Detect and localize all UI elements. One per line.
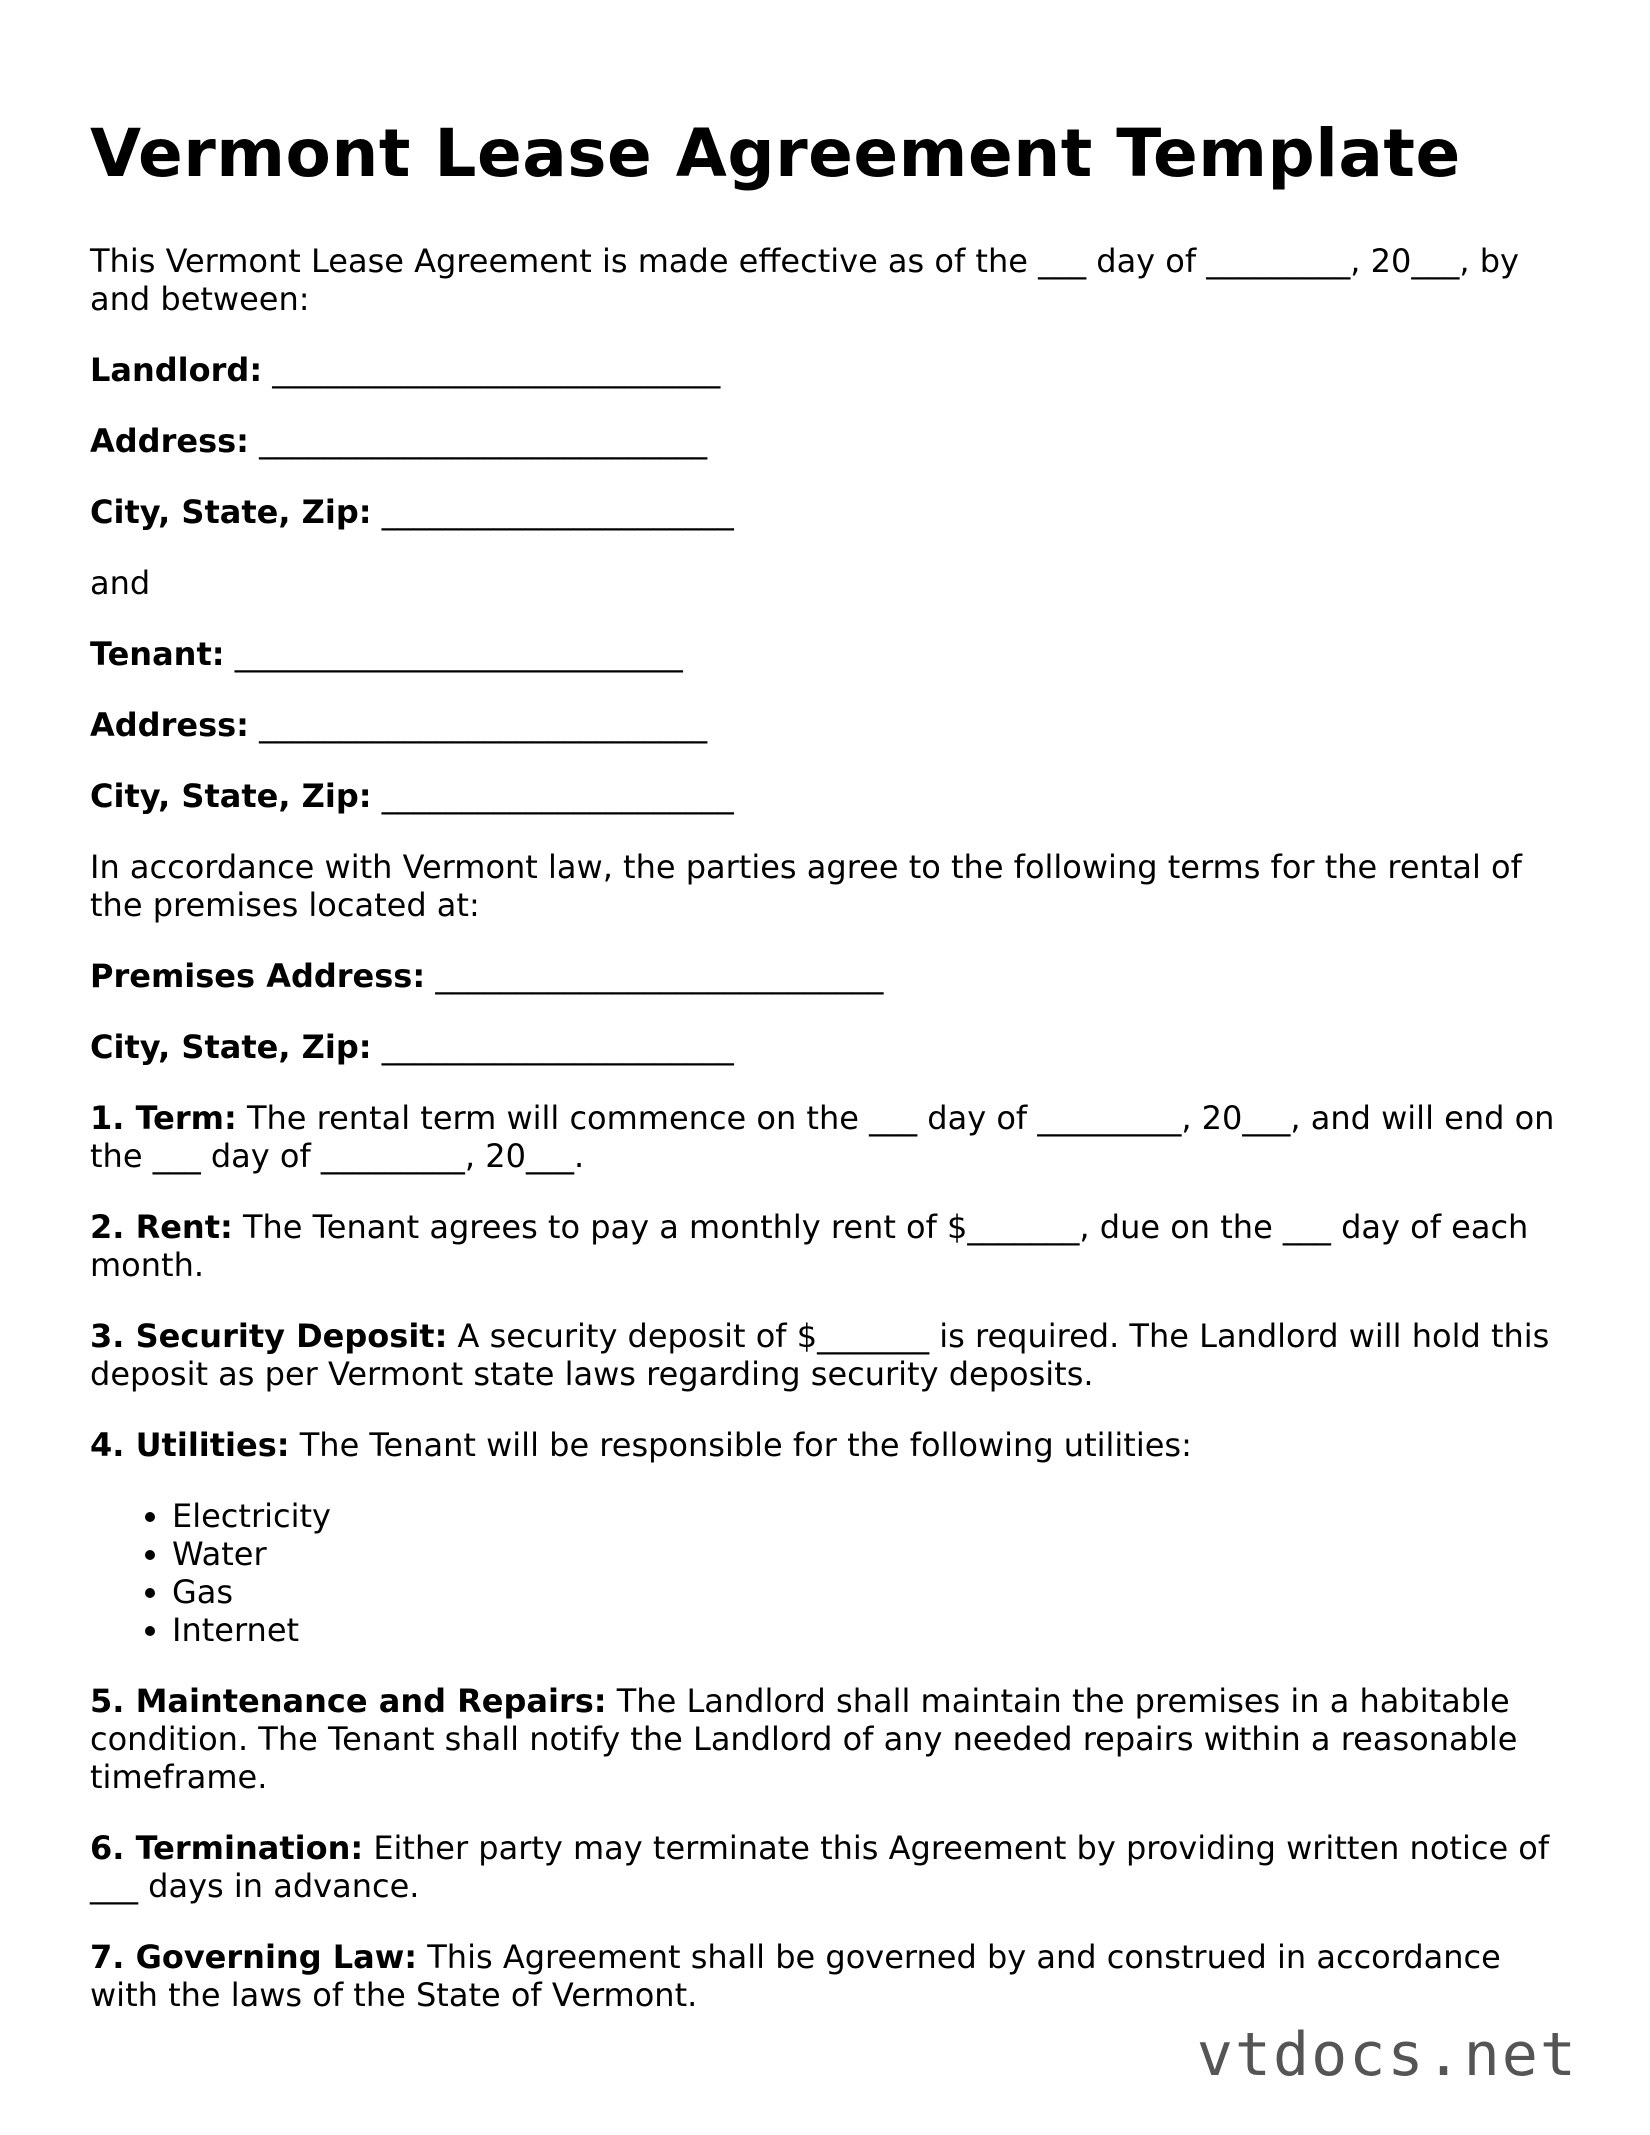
landlord-address-blank: ____________________________ bbox=[259, 422, 708, 460]
premises-address-label: Premises Address: bbox=[90, 957, 426, 995]
clause-heading: 2. Rent: bbox=[90, 1208, 233, 1246]
clause-heading: 3. Security Deposit: bbox=[90, 1317, 448, 1355]
document-title: Vermont Lease Agreement Template bbox=[90, 115, 1461, 192]
landlord-name-label: Landlord: bbox=[90, 351, 263, 389]
clause-heading: 6. Termination: bbox=[90, 1829, 364, 1867]
clause-utilities bbox=[90, 1426, 1560, 1464]
clause-term bbox=[90, 1099, 1560, 1175]
premises-address-blank: ____________________________ bbox=[435, 957, 884, 995]
and-text: and bbox=[90, 564, 151, 602]
tenant-name-blank: ____________________________ bbox=[234, 635, 683, 673]
tenant-address-label: Address: bbox=[90, 706, 249, 744]
clause-text: Either party may terminate this Agreement by providing written notice of ___ days in advance. bbox=[90, 1829, 1550, 1905]
clause-heading: 7. Governing Law: bbox=[90, 1938, 418, 1976]
tenant-name-field bbox=[90, 635, 1560, 673]
tenant-address-field bbox=[90, 706, 1560, 744]
landlord-name-blank: ____________________________ bbox=[272, 351, 721, 389]
premises-address-field bbox=[90, 957, 1560, 995]
landlord-city-field bbox=[90, 493, 1560, 531]
utilities-list bbox=[90, 1497, 1560, 1649]
clause-text: A security deposit of $_______ is required. The Landlord will hold this deposit as per Vermont state laws regarding security deposits. bbox=[90, 1317, 1550, 1393]
list-item: • Gas bbox=[172, 1573, 1560, 1611]
watermark-text: vtdocs.net bbox=[1196, 2020, 1578, 2090]
premises-city-label: City, State, Zip: bbox=[90, 1028, 372, 1066]
clause-rent bbox=[90, 1208, 1560, 1284]
intro-paragraph: This Vermont Lease Agreement is made effective as of the ___ day of _________, 20___, by and between: bbox=[90, 242, 1519, 318]
clause-heading: 1. Term: bbox=[90, 1099, 237, 1137]
clause-text: This Agreement shall be governed by and construed in accordance with the laws of the State of Vermont. bbox=[90, 1938, 1501, 2014]
clause-maintenance bbox=[90, 1682, 1560, 1796]
landlord-city-label: City, State, Zip: bbox=[90, 493, 372, 531]
list-item: • Electricity bbox=[172, 1497, 1560, 1535]
landlord-city-blank: ______________________ bbox=[381, 493, 734, 531]
clause-heading: 4. Utilities: bbox=[90, 1426, 290, 1464]
clause-text: The Tenant will be responsible for the following utilities: bbox=[299, 1426, 1192, 1464]
tenant-city-label: City, State, Zip: bbox=[90, 777, 372, 815]
landlord-name-field bbox=[90, 351, 1560, 389]
clause-text: The rental term will commence on the ___ day of _________, 20___, and will end on the ___ day of _________, 20___. bbox=[90, 1099, 1555, 1175]
premises-city-blank: ______________________ bbox=[381, 1028, 734, 1066]
tenant-city-blank: ______________________ bbox=[381, 777, 734, 815]
clause-heading: 5. Maintenance and Repairs: bbox=[90, 1682, 607, 1720]
clause-text: The Landlord shall maintain the premises in a habitable condition. The Tenant shall notify the Landlord of any needed repairs within a reasonable timeframe. bbox=[90, 1682, 1518, 1796]
premises-city-field bbox=[90, 1028, 1560, 1066]
tenant-address-blank: ____________________________ bbox=[259, 706, 708, 744]
landlord-address-label: Address: bbox=[90, 422, 249, 460]
tenant-city-field bbox=[90, 777, 1560, 815]
clause-termination bbox=[90, 1829, 1560, 1905]
clause-governing-law bbox=[90, 1938, 1560, 2014]
tenant-name-label: Tenant: bbox=[90, 635, 225, 673]
list-item: • Water bbox=[172, 1535, 1560, 1573]
accordance-paragraph: In accordance with Vermont law, the parties agree to the following terms for the rental of the premises located at: bbox=[90, 848, 1522, 924]
landlord-address-field bbox=[90, 422, 1560, 460]
clause-security-deposit bbox=[90, 1317, 1560, 1393]
list-item: • Internet bbox=[172, 1611, 1560, 1649]
clause-text: The Tenant agrees to pay a monthly rent of $_______, due on the ___ day of each month. bbox=[90, 1208, 1529, 1284]
